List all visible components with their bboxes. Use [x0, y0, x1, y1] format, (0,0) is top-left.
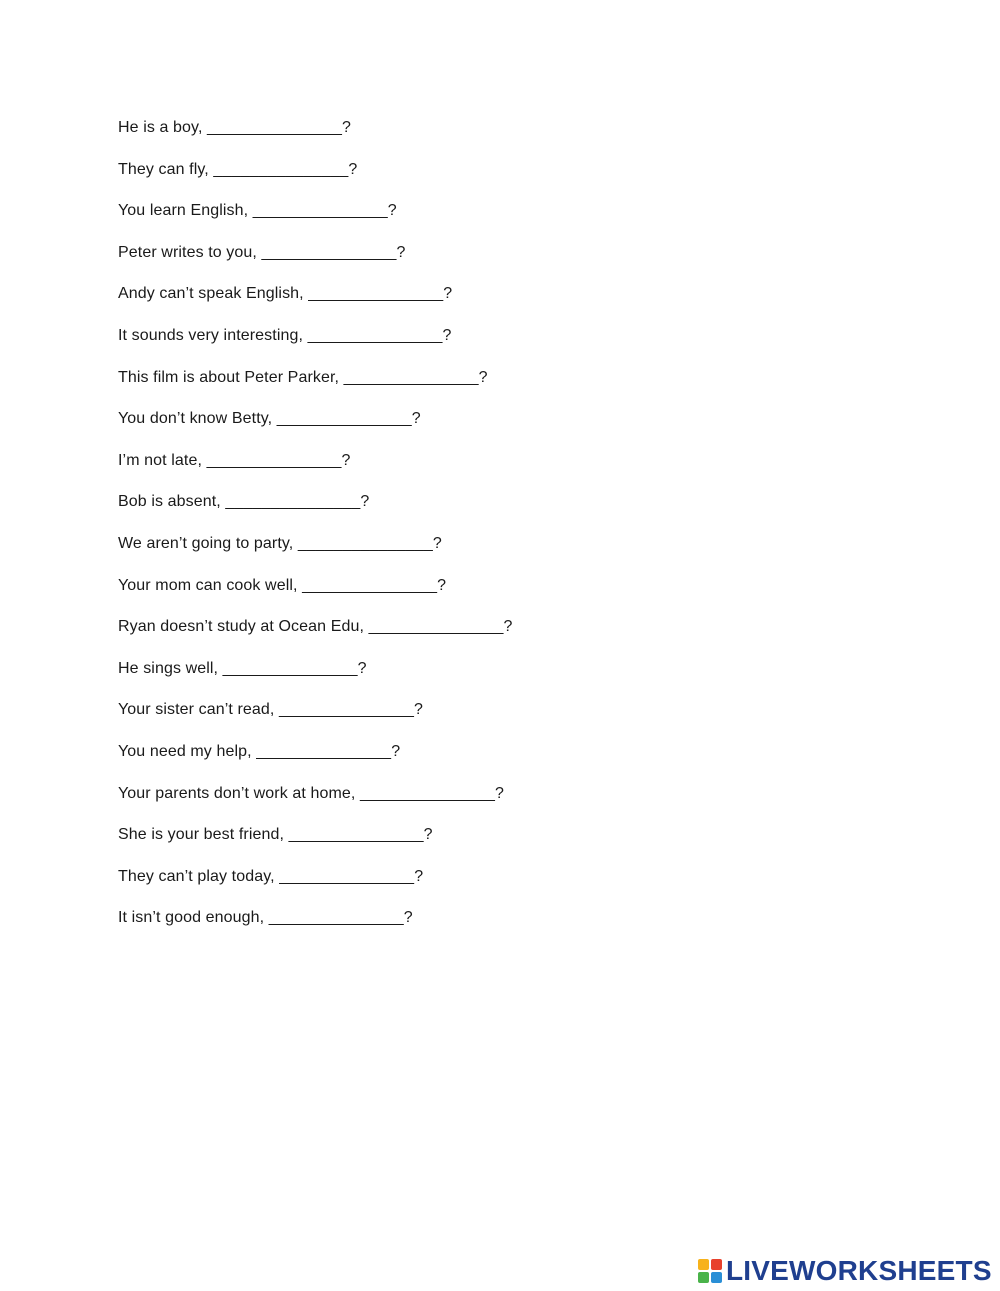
- answer-blank[interactable]: _______________: [276, 410, 412, 428]
- worksheet-questions: [118, 116, 878, 948]
- answer-blank[interactable]: _______________: [207, 119, 343, 136]
- logo-tiles-icon: [698, 1259, 722, 1283]
- question-prompt: You learn English,: [118, 202, 253, 220]
- question-19: [118, 865, 878, 907]
- question-1: [118, 116, 878, 158]
- answer-blank[interactable]: _______________: [302, 576, 438, 594]
- question-11: [118, 532, 878, 574]
- answer-blank[interactable]: _______________: [368, 618, 504, 636]
- logo-tile-e: [711, 1272, 722, 1283]
- answer-blank[interactable]: _______________: [222, 659, 358, 677]
- question-mark: ?: [414, 701, 423, 719]
- answer-blank[interactable]: _______________: [308, 285, 444, 303]
- liveworksheets-logo: [698, 1256, 992, 1286]
- question-mark: ?: [403, 909, 413, 927]
- question-prompt: She is your best friend,: [118, 826, 289, 844]
- question-mark: ?: [437, 576, 447, 594]
- question-9: [118, 449, 878, 491]
- question-prompt: It sounds very interesting,: [118, 326, 308, 344]
- question-mark: ?: [341, 451, 351, 469]
- question-prompt: I’m not late,: [118, 451, 207, 469]
- answer-blank[interactable]: _______________: [252, 202, 388, 220]
- answer-blank[interactable]: _______________: [206, 451, 342, 469]
- answer-blank[interactable]: _______________: [359, 784, 495, 802]
- question-8: [118, 407, 878, 449]
- question-3: [118, 199, 878, 241]
- answer-blank[interactable]: _______________: [261, 243, 397, 261]
- question-17: [118, 782, 878, 824]
- question-18: [118, 823, 878, 865]
- answer-blank[interactable]: _______________: [268, 909, 404, 927]
- answer-blank[interactable]: _______________: [256, 742, 392, 760]
- question-15: [118, 698, 878, 740]
- question-4: [118, 241, 878, 283]
- question-prompt: Your sister can’t read,: [118, 701, 280, 719]
- question-mark: ?: [391, 742, 401, 760]
- question-mark: ?: [414, 867, 424, 885]
- question-14: [118, 657, 878, 699]
- question-mark: ?: [387, 202, 397, 220]
- question-prompt: We aren’t going to party,: [118, 534, 298, 552]
- question-mark: ?: [396, 243, 406, 261]
- question-prompt: It isn’t good enough,: [118, 909, 269, 927]
- question-mark: ?: [348, 160, 358, 178]
- answer-blank[interactable]: _______________: [279, 701, 414, 719]
- question-mark: ?: [342, 119, 352, 136]
- question-prompt: Ryan doesn’t study at Ocean Edu,: [118, 618, 369, 636]
- question-mark: ?: [411, 410, 421, 428]
- question-mark: ?: [423, 826, 433, 844]
- logo-text: LIVEWORKSHEETS: [726, 1255, 992, 1286]
- question-13: [118, 615, 878, 657]
- question-20: [118, 906, 878, 948]
- answer-blank[interactable]: _______________: [213, 160, 349, 178]
- logo-tile-v: [698, 1272, 709, 1283]
- answer-blank[interactable]: _______________: [307, 326, 443, 344]
- logo-tile-i: [711, 1259, 722, 1270]
- question-2: [118, 158, 878, 200]
- question-mark: ?: [360, 493, 370, 511]
- question-16: [118, 740, 878, 782]
- question-prompt: You need my help,: [118, 742, 257, 760]
- answer-blank[interactable]: _______________: [279, 867, 415, 885]
- question-mark: ?: [442, 326, 452, 344]
- question-prompt: He is a boy,: [118, 119, 208, 136]
- question-prompt: Andy can’t speak English,: [118, 285, 309, 303]
- answer-blank[interactable]: _______________: [343, 368, 479, 386]
- question-mark: ?: [432, 534, 442, 552]
- answer-blank[interactable]: _______________: [225, 493, 361, 511]
- question-prompt: Bob is absent,: [118, 493, 226, 511]
- question-mark: ?: [443, 285, 453, 303]
- question-prompt: They can’t play today,: [118, 867, 280, 885]
- question-mark: ?: [503, 618, 513, 636]
- answer-blank[interactable]: _______________: [288, 826, 424, 844]
- question-7: [118, 366, 878, 408]
- question-12: [118, 574, 878, 616]
- question-10: [118, 490, 878, 532]
- question-prompt: You don’t know Betty,: [118, 410, 277, 428]
- question-6: [118, 324, 878, 366]
- question-prompt: This film is about Peter Parker,: [118, 368, 344, 386]
- question-mark: ?: [357, 659, 367, 677]
- answer-blank[interactable]: _______________: [297, 534, 433, 552]
- question-prompt: Your parents don’t work at home,: [118, 784, 360, 802]
- question-prompt: He sings well,: [118, 659, 223, 677]
- question-5: [118, 282, 878, 324]
- question-prompt: Your mom can cook well,: [118, 576, 303, 594]
- question-mark: ?: [494, 784, 504, 802]
- question-prompt: They can fly,: [118, 160, 214, 178]
- question-mark: ?: [478, 368, 488, 386]
- logo-tile-l: [698, 1259, 709, 1270]
- question-prompt: Peter writes to you,: [118, 243, 262, 261]
